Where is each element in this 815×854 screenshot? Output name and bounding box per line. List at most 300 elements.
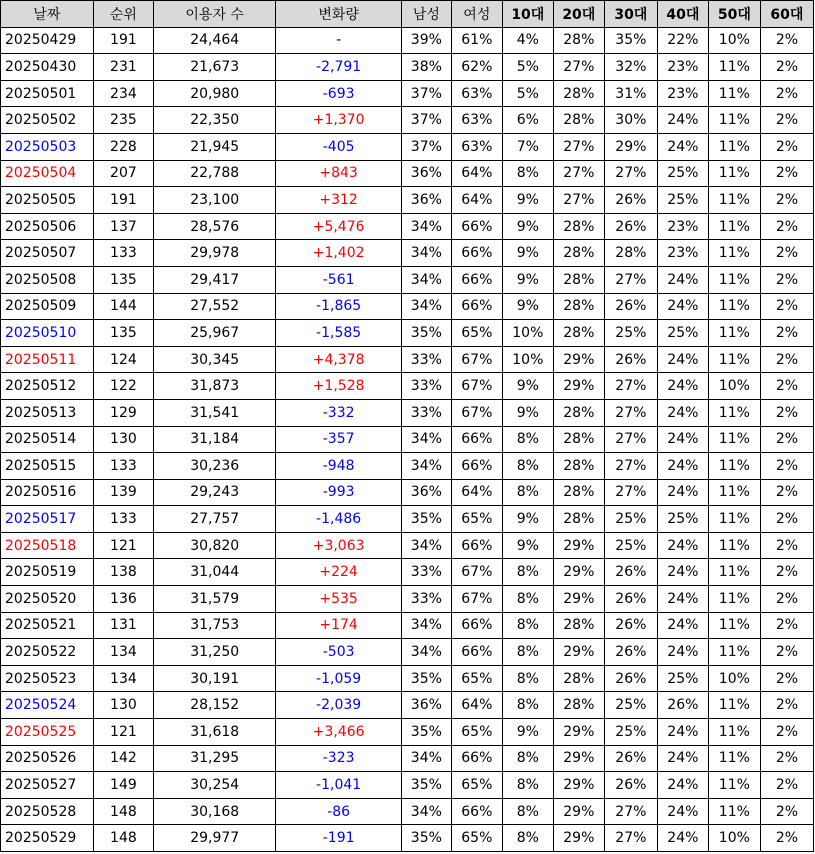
cell-users: 31,044 — [153, 559, 275, 586]
cell-age60: 2% — [760, 772, 813, 799]
cell-age60: 2% — [760, 27, 813, 54]
cell-users: 31,250 — [153, 639, 275, 666]
cell-change: -693 — [276, 80, 401, 107]
cell-date: 20250513 — [1, 399, 94, 426]
cell-male: 35% — [401, 506, 451, 533]
table-row — [1, 453, 814, 480]
cell-change: -948 — [276, 453, 401, 480]
table-row — [1, 240, 814, 267]
cell-age10: 9% — [502, 506, 553, 533]
cell-female: 66% — [451, 453, 502, 480]
col-header-date: 날짜 — [1, 1, 94, 28]
cell-rank: 138 — [93, 559, 153, 586]
cell-age50: 11% — [708, 532, 760, 559]
cell-date: 20250512 — [1, 373, 94, 400]
cell-age60: 2% — [760, 612, 813, 639]
cell-users: 25,967 — [153, 320, 275, 347]
cell-male: 34% — [401, 453, 451, 480]
table-row — [1, 586, 814, 613]
cell-male: 35% — [401, 665, 451, 692]
cell-age20: 28% — [553, 426, 604, 453]
cell-age50: 11% — [708, 240, 760, 267]
table-row — [1, 346, 814, 373]
cell-age30: 26% — [604, 586, 657, 613]
cell-age10: 8% — [502, 825, 553, 852]
cell-rank: 124 — [93, 346, 153, 373]
cell-age10: 9% — [502, 532, 553, 559]
cell-change: +4,378 — [276, 346, 401, 373]
cell-age10: 8% — [502, 559, 553, 586]
cell-users: 31,579 — [153, 586, 275, 613]
cell-age50: 10% — [708, 27, 760, 54]
cell-age40: 25% — [657, 320, 708, 347]
cell-age50: 11% — [708, 54, 760, 81]
cell-age50: 11% — [708, 399, 760, 426]
cell-age20: 27% — [553, 54, 604, 81]
cell-age30: 26% — [604, 745, 657, 772]
cell-female: 67% — [451, 559, 502, 586]
cell-age20: 28% — [553, 453, 604, 480]
cell-date: 20250507 — [1, 240, 94, 267]
cell-age40: 24% — [657, 453, 708, 480]
cell-change: -332 — [276, 399, 401, 426]
table-row — [1, 320, 814, 347]
cell-date: 20250514 — [1, 426, 94, 453]
cell-male: 39% — [401, 27, 451, 54]
cell-age30: 27% — [604, 266, 657, 293]
cell-female: 61% — [451, 27, 502, 54]
cell-users: 31,184 — [153, 426, 275, 453]
cell-age10: 9% — [502, 266, 553, 293]
cell-age30: 29% — [604, 133, 657, 160]
cell-male: 35% — [401, 719, 451, 746]
cell-age30: 26% — [604, 612, 657, 639]
cell-change: +224 — [276, 559, 401, 586]
cell-users: 29,417 — [153, 266, 275, 293]
cell-age20: 28% — [553, 479, 604, 506]
cell-age40: 24% — [657, 399, 708, 426]
cell-age60: 2% — [760, 187, 813, 214]
cell-male: 34% — [401, 612, 451, 639]
cell-age10: 8% — [502, 426, 553, 453]
cell-users: 21,945 — [153, 133, 275, 160]
cell-date: 20250505 — [1, 187, 94, 214]
cell-age30: 25% — [604, 320, 657, 347]
cell-users: 28,576 — [153, 213, 275, 240]
table-row — [1, 479, 814, 506]
cell-age20: 27% — [553, 160, 604, 187]
cell-users: 30,820 — [153, 532, 275, 559]
cell-age40: 24% — [657, 772, 708, 799]
cell-rank: 121 — [93, 719, 153, 746]
cell-rank: 135 — [93, 320, 153, 347]
cell-age50: 11% — [708, 559, 760, 586]
cell-rank: 234 — [93, 80, 153, 107]
cell-change: +535 — [276, 586, 401, 613]
cell-age10: 8% — [502, 639, 553, 666]
cell-rank: 136 — [93, 586, 153, 613]
cell-age40: 26% — [657, 692, 708, 719]
cell-age30: 26% — [604, 665, 657, 692]
cell-age40: 24% — [657, 293, 708, 320]
cell-age20: 29% — [553, 639, 604, 666]
cell-female: 64% — [451, 479, 502, 506]
cell-female: 67% — [451, 399, 502, 426]
cell-date: 20250521 — [1, 612, 94, 639]
cell-female: 66% — [451, 426, 502, 453]
cell-age40: 25% — [657, 187, 708, 214]
cell-rank: 122 — [93, 373, 153, 400]
cell-age60: 2% — [760, 665, 813, 692]
table-row — [1, 107, 814, 134]
cell-age30: 32% — [604, 54, 657, 81]
cell-age60: 2% — [760, 160, 813, 187]
cell-female: 65% — [451, 506, 502, 533]
cell-female: 67% — [451, 586, 502, 613]
cell-change: +3,063 — [276, 532, 401, 559]
cell-male: 33% — [401, 586, 451, 613]
cell-age20: 29% — [553, 772, 604, 799]
cell-age10: 9% — [502, 373, 553, 400]
cell-users: 30,168 — [153, 798, 275, 825]
cell-age60: 2% — [760, 293, 813, 320]
cell-age50: 11% — [708, 586, 760, 613]
cell-date: 20250430 — [1, 54, 94, 81]
cell-age60: 2% — [760, 346, 813, 373]
cell-male: 36% — [401, 160, 451, 187]
table-row — [1, 772, 814, 799]
table-body — [1, 27, 814, 851]
cell-rank: 133 — [93, 506, 153, 533]
cell-date: 20250522 — [1, 639, 94, 666]
cell-age20: 28% — [553, 399, 604, 426]
cell-rank: 231 — [93, 54, 153, 81]
cell-male: 34% — [401, 293, 451, 320]
table-row — [1, 719, 814, 746]
cell-date: 20250501 — [1, 80, 94, 107]
cell-change: -86 — [276, 798, 401, 825]
cell-female: 65% — [451, 825, 502, 852]
cell-users: 22,788 — [153, 160, 275, 187]
table-row — [1, 213, 814, 240]
cell-age10: 7% — [502, 133, 553, 160]
cell-rank: 148 — [93, 825, 153, 852]
cell-date: 20250503 — [1, 133, 94, 160]
cell-date: 20250523 — [1, 665, 94, 692]
cell-male: 37% — [401, 80, 451, 107]
cell-age10: 8% — [502, 612, 553, 639]
cell-change: +3,466 — [276, 719, 401, 746]
cell-age50: 10% — [708, 825, 760, 852]
cell-rank: 121 — [93, 532, 153, 559]
cell-rank: 144 — [93, 293, 153, 320]
cell-female: 66% — [451, 798, 502, 825]
cell-rank: 191 — [93, 27, 153, 54]
cell-date: 20250516 — [1, 479, 94, 506]
cell-male: 35% — [401, 772, 451, 799]
col-header-age60: 60대 — [760, 1, 813, 28]
cell-change: -993 — [276, 479, 401, 506]
cell-age20: 29% — [553, 825, 604, 852]
cell-age40: 24% — [657, 745, 708, 772]
cell-male: 34% — [401, 426, 451, 453]
cell-age10: 8% — [502, 479, 553, 506]
table-row — [1, 426, 814, 453]
cell-age30: 26% — [604, 639, 657, 666]
cell-age60: 2% — [760, 798, 813, 825]
cell-age30: 25% — [604, 506, 657, 533]
cell-age30: 30% — [604, 107, 657, 134]
cell-age10: 8% — [502, 798, 553, 825]
cell-rank: 207 — [93, 160, 153, 187]
cell-female: 64% — [451, 692, 502, 719]
cell-age20: 28% — [553, 107, 604, 134]
cell-change: - — [276, 27, 401, 54]
cell-age50: 10% — [708, 665, 760, 692]
cell-date: 20250520 — [1, 586, 94, 613]
cell-rank: 135 — [93, 266, 153, 293]
cell-male: 36% — [401, 479, 451, 506]
col-header-age30: 30대 — [604, 1, 657, 28]
cell-users: 31,295 — [153, 745, 275, 772]
cell-rank: 235 — [93, 107, 153, 134]
cell-age60: 2% — [760, 559, 813, 586]
cell-male: 35% — [401, 825, 451, 852]
cell-male: 34% — [401, 240, 451, 267]
cell-age30: 35% — [604, 27, 657, 54]
cell-age10: 8% — [502, 160, 553, 187]
cell-age40: 24% — [657, 479, 708, 506]
cell-age20: 29% — [553, 586, 604, 613]
cell-age10: 9% — [502, 399, 553, 426]
cell-change: +843 — [276, 160, 401, 187]
cell-age60: 2% — [760, 80, 813, 107]
cell-age60: 2% — [760, 266, 813, 293]
cell-male: 36% — [401, 187, 451, 214]
cell-age10: 5% — [502, 80, 553, 107]
cell-rank: 130 — [93, 692, 153, 719]
cell-date: 20250510 — [1, 320, 94, 347]
cell-rank: 131 — [93, 612, 153, 639]
cell-age50: 11% — [708, 772, 760, 799]
cell-change: +5,476 — [276, 213, 401, 240]
cell-change: -1,865 — [276, 293, 401, 320]
cell-female: 66% — [451, 639, 502, 666]
cell-male: 37% — [401, 133, 451, 160]
cell-change: -503 — [276, 639, 401, 666]
cell-age50: 11% — [708, 692, 760, 719]
cell-age40: 24% — [657, 266, 708, 293]
cell-age50: 11% — [708, 745, 760, 772]
cell-female: 65% — [451, 320, 502, 347]
table-row — [1, 665, 814, 692]
cell-change: -323 — [276, 745, 401, 772]
cell-rank: 228 — [93, 133, 153, 160]
table-row — [1, 187, 814, 214]
cell-age10: 8% — [502, 692, 553, 719]
cell-change: -561 — [276, 266, 401, 293]
table-row — [1, 160, 814, 187]
cell-rank: 148 — [93, 798, 153, 825]
cell-rank: 149 — [93, 772, 153, 799]
cell-date: 20250524 — [1, 692, 94, 719]
cell-age40: 25% — [657, 665, 708, 692]
cell-change: +312 — [276, 187, 401, 214]
col-header-male: 남성 — [401, 1, 451, 28]
cell-age50: 11% — [708, 426, 760, 453]
cell-age50: 11% — [708, 213, 760, 240]
table-row — [1, 639, 814, 666]
cell-users: 30,236 — [153, 453, 275, 480]
cell-age60: 2% — [760, 213, 813, 240]
cell-age20: 28% — [553, 612, 604, 639]
cell-male: 37% — [401, 107, 451, 134]
cell-age50: 11% — [708, 506, 760, 533]
cell-age30: 27% — [604, 798, 657, 825]
cell-female: 67% — [451, 373, 502, 400]
cell-date: 20250517 — [1, 506, 94, 533]
table-row — [1, 506, 814, 533]
cell-date: 20250502 — [1, 107, 94, 134]
cell-age10: 10% — [502, 320, 553, 347]
cell-age30: 27% — [604, 426, 657, 453]
cell-age20: 28% — [553, 692, 604, 719]
col-header-age40: 40대 — [657, 1, 708, 28]
cell-age30: 26% — [604, 772, 657, 799]
cell-age50: 11% — [708, 293, 760, 320]
cell-date: 20250528 — [1, 798, 94, 825]
cell-change: +174 — [276, 612, 401, 639]
table-row — [1, 825, 814, 852]
cell-date: 20250515 — [1, 453, 94, 480]
cell-age10: 8% — [502, 665, 553, 692]
cell-female: 66% — [451, 240, 502, 267]
cell-age40: 22% — [657, 27, 708, 54]
header-row — [1, 1, 814, 28]
cell-male: 34% — [401, 798, 451, 825]
table-row — [1, 532, 814, 559]
cell-age40: 24% — [657, 346, 708, 373]
cell-rank: 133 — [93, 240, 153, 267]
cell-female: 66% — [451, 532, 502, 559]
cell-male: 33% — [401, 346, 451, 373]
cell-age60: 2% — [760, 373, 813, 400]
cell-age30: 27% — [604, 373, 657, 400]
cell-age40: 24% — [657, 559, 708, 586]
table-row — [1, 27, 814, 54]
cell-age10: 8% — [502, 745, 553, 772]
cell-age30: 25% — [604, 719, 657, 746]
cell-age50: 11% — [708, 453, 760, 480]
table-row — [1, 745, 814, 772]
cell-rank: 134 — [93, 639, 153, 666]
table-row — [1, 80, 814, 107]
cell-age60: 2% — [760, 453, 813, 480]
table-row — [1, 293, 814, 320]
cell-users: 21,673 — [153, 54, 275, 81]
cell-age60: 2% — [760, 399, 813, 426]
cell-age20: 29% — [553, 346, 604, 373]
cell-rank: 129 — [93, 399, 153, 426]
cell-age10: 8% — [502, 586, 553, 613]
cell-age60: 2% — [760, 426, 813, 453]
cell-change: -1,585 — [276, 320, 401, 347]
cell-age10: 8% — [502, 453, 553, 480]
col-header-age10: 10대 — [502, 1, 553, 28]
cell-female: 67% — [451, 346, 502, 373]
cell-age40: 24% — [657, 586, 708, 613]
cell-age20: 28% — [553, 293, 604, 320]
cell-date: 20250525 — [1, 719, 94, 746]
cell-change: -1,059 — [276, 665, 401, 692]
cell-age20: 28% — [553, 27, 604, 54]
cell-age50: 11% — [708, 612, 760, 639]
cell-age60: 2% — [760, 639, 813, 666]
cell-age20: 28% — [553, 506, 604, 533]
cell-age30: 26% — [604, 559, 657, 586]
cell-male: 34% — [401, 532, 451, 559]
cell-age20: 28% — [553, 240, 604, 267]
col-header-change: 변화량 — [276, 1, 401, 28]
cell-users: 23,100 — [153, 187, 275, 214]
cell-change: -2,791 — [276, 54, 401, 81]
cell-age40: 24% — [657, 719, 708, 746]
cell-age10: 5% — [502, 54, 553, 81]
cell-age30: 27% — [604, 399, 657, 426]
cell-female: 63% — [451, 107, 502, 134]
cell-age10: 6% — [502, 107, 553, 134]
cell-age60: 2% — [760, 692, 813, 719]
cell-change: -405 — [276, 133, 401, 160]
cell-rank: 134 — [93, 665, 153, 692]
cell-date: 20250526 — [1, 745, 94, 772]
cell-age30: 26% — [604, 187, 657, 214]
cell-rank: 142 — [93, 745, 153, 772]
cell-age20: 29% — [553, 373, 604, 400]
cell-change: -2,039 — [276, 692, 401, 719]
cell-users: 29,978 — [153, 240, 275, 267]
cell-age30: 26% — [604, 213, 657, 240]
cell-users: 30,345 — [153, 346, 275, 373]
cell-age40: 25% — [657, 160, 708, 187]
cell-age50: 11% — [708, 798, 760, 825]
cell-users: 20,980 — [153, 80, 275, 107]
cell-male: 36% — [401, 692, 451, 719]
cell-users: 28,152 — [153, 692, 275, 719]
cell-age30: 27% — [604, 453, 657, 480]
table-row — [1, 399, 814, 426]
cell-change: -1,486 — [276, 506, 401, 533]
cell-age50: 11% — [708, 479, 760, 506]
cell-date: 20250508 — [1, 266, 94, 293]
cell-change: -357 — [276, 426, 401, 453]
cell-age30: 26% — [604, 293, 657, 320]
cell-age50: 11% — [708, 639, 760, 666]
cell-female: 63% — [451, 133, 502, 160]
cell-age50: 11% — [708, 320, 760, 347]
cell-age10: 9% — [502, 187, 553, 214]
cell-age50: 11% — [708, 719, 760, 746]
table-row — [1, 692, 814, 719]
cell-age40: 24% — [657, 133, 708, 160]
cell-users: 31,873 — [153, 373, 275, 400]
cell-age40: 24% — [657, 639, 708, 666]
cell-female: 65% — [451, 772, 502, 799]
cell-change: +1,402 — [276, 240, 401, 267]
cell-users: 30,254 — [153, 772, 275, 799]
cell-age40: 24% — [657, 612, 708, 639]
cell-age30: 26% — [604, 346, 657, 373]
